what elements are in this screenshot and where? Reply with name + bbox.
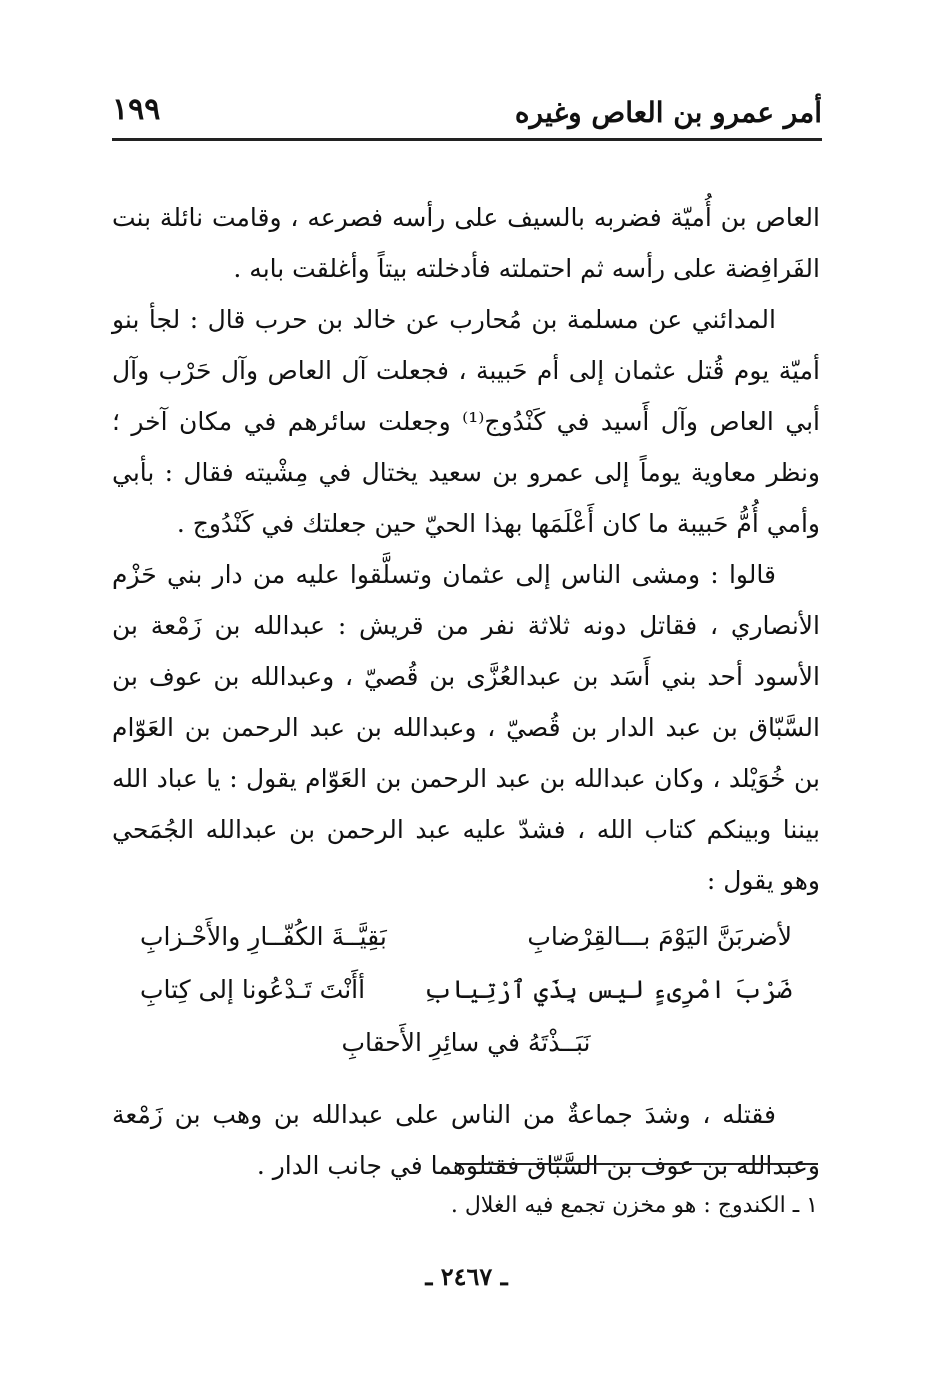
hemistich-second: أأَنْتَ تَـدْعُونا إلى كِتابِ [140,975,366,1004]
page-header [112,92,822,138]
poem-verse-2 [112,963,820,1016]
poem-verse-1 [112,910,820,963]
running-title: أمر عمرو بن العاص وغيره [514,96,822,129]
poem [112,910,820,1069]
poem-verse-3 [112,1016,820,1069]
paragraph-1: العاص بن أُميّة فضربه بالسيف على رأسه فصرعه ، وقامت نائلة بنت الفَرافِضة على رأسه ثم احتملته فأدخلته بيتاً وأغلقت بابه . [112,203,820,283]
footer-page-number: ـ ٢٤٦٧ ـ [425,1262,508,1291]
hemistich-first: لأضربَنَّ اليَوْمَ بـــالقِرْضابِ [527,922,792,951]
closing-paragraph: فقتله ، وشدَ جماعةٌ من الناس على عبدالله بن وهب بن زَمْعة وعبدالله بن عوف بن السَّبّاق فقتلوهما في جانب الدار . [112,1100,820,1180]
footnote-rule [458,1163,818,1165]
page-number: ١٩٩ [112,92,161,127]
paragraph-2: المدائني عن مسلمة بن مُحارب عن خالد بن حرب قال : لجأ بنو أميّة يوم قُتل عثمان إلى أم حَبيبة ، فجعلت آل العاص وآل حَرْب وآل أبي العاص وآل أَسيد في كَنْدُوج⁽¹⁾ وجعلت سائرهم في مكان آخر ؛ ونظر معاوية يوماً إلى عمرو بن سعيد يختال في مِشْيته فقال : بأبي وأمي أُمُّ حَبيبة ما كان أَعْلَمَها بهذا الحيّ حين جعلتك في كَنْدُوج . [112,305,821,538]
main-text [112,192,820,1191]
footnote: ١ ـ الكندوج : هو مخزن تجمع فيه الغلال . [450,1193,818,1218]
hemistich-first: ضَرْبَ امْرِىءٍ ليس بِذَي ٱرْتِيابِ [423,975,792,1004]
header-rule [112,138,822,141]
hemistich-second: بَقِيَّــةَ الكُفّــارِ والأَحْـزابِ [140,922,387,951]
hemistich-single: نَبَــذْتَهُ في سائِرِ الأَحقابِ [341,1028,591,1057]
paragraph-3: قالوا : ومشى الناس إلى عثمان وتسلَّقوا عليه من دار بني حَزْم الأنصاري ، فقاتل دونه ثلاثة نفر من قريش : عبدالله بن زَمْعة بن الأسود أحد بني أَسَد بن عبدالعُزَّى بن قُصيّ ، وعبدالله بن عوف بن السَّبّاق بن عبد الدار بن قُصيّ ، وعبدالله بن عبد الرحمن بن العَوّام بن خُوَيْلد ، وكان عبدالله بن عبد الرحمن بن العَوّام يقول : يا عباد الله بيننا وبينكم كتاب الله ، فشدّ عليه عبد الرحمن بن عبدالله الجُمَحي وهو يقول : [112,560,820,895]
